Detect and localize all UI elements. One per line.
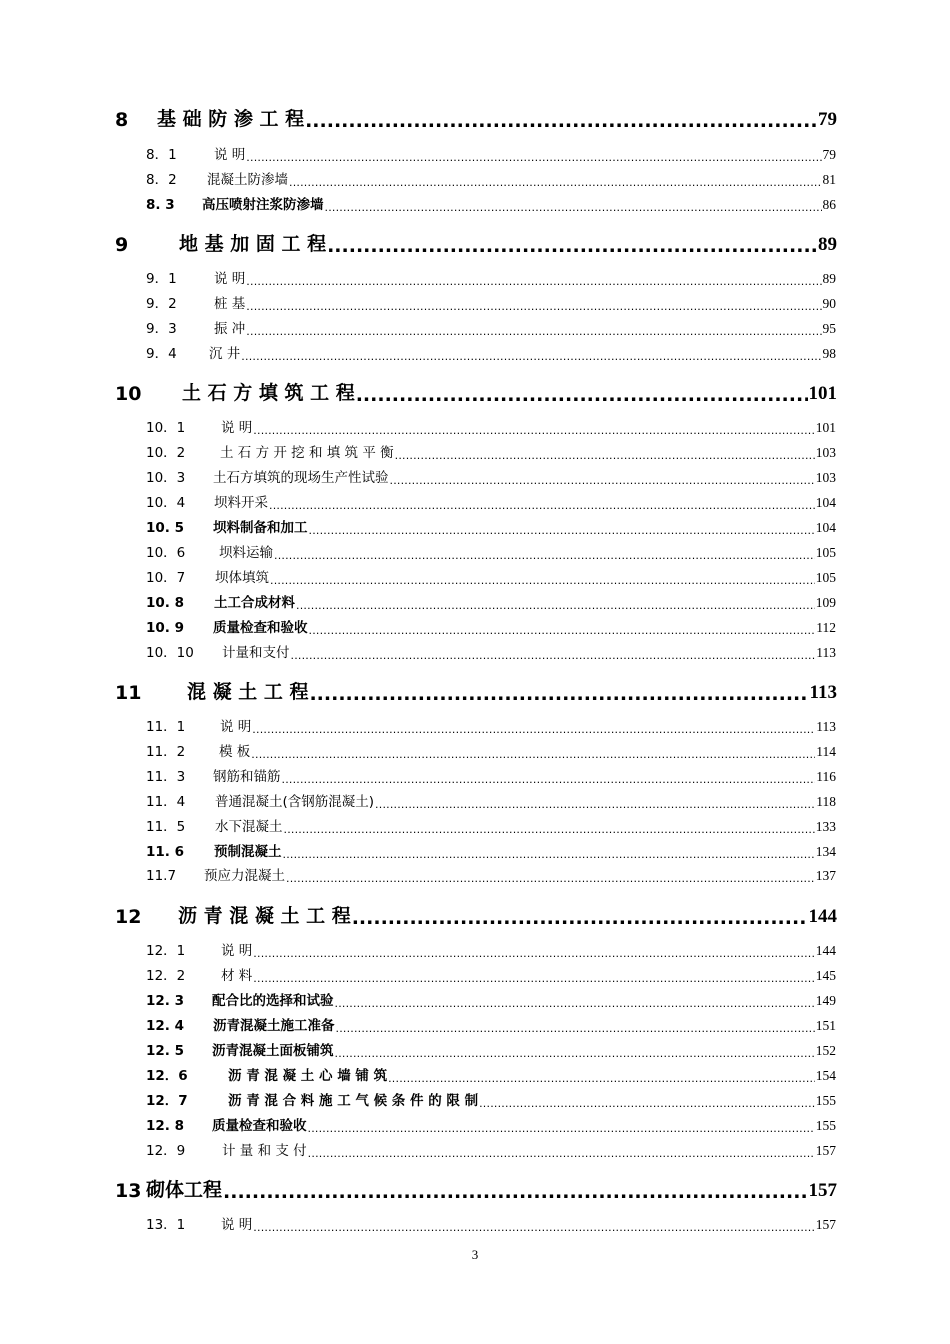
toc-leader <box>352 909 808 928</box>
toc-number: 10．4 <box>146 495 186 511</box>
toc-number: 10. 8 <box>146 595 185 611</box>
toc-page: 103 <box>815 445 836 460</box>
toc-leader <box>283 849 815 860</box>
toc-number: 8 <box>115 109 129 131</box>
toc-number: 10．7 <box>146 570 186 586</box>
toc-leader <box>274 550 815 561</box>
toc-page: 98 <box>822 346 836 361</box>
toc-page: 113 <box>816 719 836 734</box>
toc-number: 8. 3 <box>146 197 175 213</box>
toc-number: 9．2 <box>146 296 177 312</box>
toc-title: 坝料制备和加工 <box>213 520 308 536</box>
toc-leader <box>305 112 817 131</box>
toc-leader <box>253 973 814 984</box>
toc-page: 155 <box>815 1093 836 1108</box>
toc-title: 沉 井 <box>209 346 241 362</box>
toc-entry[interactable] <box>146 342 836 362</box>
toc-leader <box>335 1048 815 1059</box>
toc-entry[interactable] <box>146 1039 836 1059</box>
toc-entry[interactable] <box>146 740 836 760</box>
toc-entry[interactable] <box>146 815 836 835</box>
toc-title: 土 石 方 开 挖 和 填 筑 平 衡 <box>220 445 394 461</box>
toc-entry[interactable] <box>146 566 836 586</box>
toc-title: 沥 青 混 凝 土 工 程 <box>178 905 351 927</box>
toc-leader <box>270 575 815 586</box>
toc-title: 混 凝 土 工 程 <box>187 681 309 703</box>
toc-page: 144 <box>815 943 836 958</box>
toc-number: 11．2 <box>146 744 186 760</box>
toc-number: 11. 6 <box>146 844 185 860</box>
toc-number: 12．9 <box>146 1143 186 1159</box>
toc-page: 154 <box>815 1068 836 1083</box>
toc-number: 10. 5 <box>146 520 185 536</box>
toc-leader <box>309 625 816 636</box>
toc-entry[interactable] <box>146 939 836 959</box>
toc-number: 12．1 <box>146 943 186 959</box>
toc-leader <box>308 1123 815 1134</box>
toc-number: 12．7 <box>146 1093 188 1109</box>
toc-title: 坝体填筑 <box>215 570 269 586</box>
toc-leader <box>241 351 821 362</box>
toc-title: 预应力混凝土 <box>204 868 285 884</box>
toc-number: 12．2 <box>146 968 186 984</box>
toc-page: 137 <box>815 868 836 883</box>
toc-entry[interactable] <box>146 143 836 163</box>
toc-entry[interactable] <box>146 616 836 636</box>
toc-title: 坝料开采 <box>214 495 268 511</box>
toc-number: 11．1 <box>146 719 186 735</box>
toc-number: 10．3 <box>146 470 186 486</box>
toc-title: 计 量 和 支 付 <box>222 1143 307 1159</box>
toc-entry[interactable] <box>115 898 837 928</box>
toc-leader <box>390 475 815 486</box>
toc-entry[interactable] <box>146 317 836 337</box>
toc-page: 103 <box>815 470 836 485</box>
toc-entry[interactable] <box>146 541 836 561</box>
toc-page: 109 <box>815 595 836 610</box>
toc-leader <box>388 1073 815 1084</box>
toc-number: 10．6 <box>146 545 186 561</box>
toc-entry[interactable] <box>146 790 836 810</box>
toc-entry[interactable] <box>146 964 836 984</box>
toc-entry[interactable] <box>146 168 836 188</box>
toc-title: 说 明 <box>221 420 253 436</box>
toc-entry[interactable] <box>146 466 836 486</box>
toc-leader <box>253 425 814 436</box>
toc-page: 86 <box>822 197 836 212</box>
toc-leader <box>375 799 815 810</box>
toc-page: 157 <box>808 1180 837 1201</box>
toc-number: 12 <box>115 906 142 928</box>
toc-number: 8．2 <box>146 172 177 188</box>
toc-leader <box>309 685 808 704</box>
toc-number: 9．4 <box>146 346 177 362</box>
toc-title: 水下混凝土 <box>215 819 283 835</box>
toc-leader <box>269 500 815 511</box>
toc-page: 118 <box>816 794 836 809</box>
toc-page: 144 <box>808 906 837 927</box>
toc-page: 104 <box>815 520 836 535</box>
toc-title: 振 冲 <box>214 321 246 337</box>
toc-title: 说 明 <box>221 943 253 959</box>
toc-number: 9．3 <box>146 321 177 337</box>
toc-entry[interactable] <box>146 516 836 536</box>
toc-leader <box>286 873 815 884</box>
toc-page: 151 <box>815 1018 836 1033</box>
toc-title: 材 料 <box>221 968 253 984</box>
toc-leader <box>327 237 817 256</box>
toc-page: 152 <box>815 1043 836 1058</box>
toc-entry[interactable] <box>146 1089 836 1109</box>
toc-page: 145 <box>815 968 836 983</box>
toc-leader <box>479 1098 815 1109</box>
toc-page: 133 <box>815 819 836 834</box>
toc-number: 11．5 <box>146 819 186 835</box>
toc-number: 11．4 <box>146 794 186 810</box>
toc-number: 12．6 <box>146 1068 188 1084</box>
toc-page: 89 <box>822 271 836 286</box>
toc-number: 13．1 <box>146 1217 186 1233</box>
toc-number: 9．1 <box>146 271 177 287</box>
toc-number: 10．1 <box>146 420 186 436</box>
toc-entry[interactable] <box>146 591 836 611</box>
toc-page: 114 <box>816 744 836 759</box>
toc-entry[interactable] <box>146 989 836 1009</box>
toc-entry[interactable] <box>146 864 836 884</box>
toc-entry[interactable] <box>115 226 837 256</box>
toc-title: 沥青混凝土施工准备 <box>213 1018 335 1034</box>
toc-number: 11．3 <box>146 769 186 785</box>
toc-page: 79 <box>822 147 836 162</box>
toc-page: 101 <box>808 383 837 404</box>
toc-leader <box>289 177 822 188</box>
toc-title: 模 板 <box>219 744 251 760</box>
toc-number: 9 <box>115 234 129 256</box>
toc-title: 地 基 加 固 工 程 <box>179 233 327 255</box>
toc-title: 说 明 <box>221 1217 253 1233</box>
toc-leader <box>251 749 815 760</box>
page-number: 3 <box>471 1247 479 1262</box>
toc-leader <box>308 1148 815 1159</box>
toc-title: 砌体工程 <box>146 1179 223 1201</box>
toc-page: 95 <box>822 321 836 336</box>
toc-number: 10 <box>115 383 142 405</box>
toc-leader <box>395 450 815 461</box>
toc-entry[interactable] <box>146 1064 836 1084</box>
toc-leader <box>253 1222 814 1233</box>
toc-title: 沥 青 混 合 料 施 工 气 候 条 件 的 限 制 <box>228 1093 479 1109</box>
toc-leader <box>282 774 816 785</box>
toc-entry[interactable] <box>146 641 836 661</box>
toc-leader <box>309 525 815 536</box>
toc-entry[interactable] <box>146 193 836 213</box>
toc-title: 预制混凝土 <box>214 844 282 860</box>
toc-leader <box>336 1023 815 1034</box>
toc-leader <box>291 650 816 661</box>
toc-page: 157 <box>815 1217 836 1232</box>
toc-page: 105 <box>815 545 836 560</box>
toc-page: 79 <box>818 109 837 130</box>
toc-entry[interactable] <box>115 674 837 704</box>
toc-title: 高压喷射注浆防渗墙 <box>202 197 324 213</box>
toc-title: 说 明 <box>214 147 246 163</box>
toc-leader <box>356 386 808 405</box>
toc-title: 混凝土防渗墙 <box>207 172 288 188</box>
toc-entry[interactable] <box>146 416 836 436</box>
toc-title: 桩 基 <box>214 296 246 312</box>
toc-page: 104 <box>815 495 836 510</box>
toc-title: 沥 青 混 凝 土 心 墙 铺 筑 <box>228 1068 388 1084</box>
toc-page: 157 <box>815 1143 836 1158</box>
toc-title: 说 明 <box>220 719 252 735</box>
toc-entry[interactable] <box>146 292 836 312</box>
toc-entry[interactable] <box>146 491 836 511</box>
toc-number: 10．10 <box>146 645 194 661</box>
toc-title: 沥青混凝土面板铺筑 <box>212 1043 334 1059</box>
toc-number: 8．1 <box>146 147 177 163</box>
toc-number: 12. 3 <box>146 993 185 1009</box>
toc-leader <box>325 202 822 213</box>
toc-leader <box>252 724 815 735</box>
toc-page: 105 <box>815 570 836 585</box>
toc-page: 113 <box>809 682 837 703</box>
toc-entry[interactable] <box>115 375 837 405</box>
toc-entry[interactable] <box>146 1139 836 1159</box>
toc-title: 坝料运输 <box>219 545 273 561</box>
toc-title: 土工合成材料 <box>214 595 295 611</box>
toc-page: 90 <box>822 296 836 311</box>
toc-number: 11 <box>115 682 142 704</box>
toc-page: 89 <box>818 234 837 255</box>
toc-entry[interactable] <box>115 101 837 131</box>
toc-entry[interactable] <box>146 840 836 860</box>
toc-leader <box>246 152 821 163</box>
toc-title: 质量检查和验收 <box>212 1118 307 1134</box>
toc-entry[interactable] <box>146 1014 836 1034</box>
toc-page: 134 <box>815 844 836 859</box>
toc-leader <box>284 824 815 835</box>
toc-page: 112 <box>816 620 836 635</box>
toc-title: 基 础 防 渗 工 程 <box>157 108 305 130</box>
toc-page: 81 <box>822 172 836 187</box>
toc-number: 12. 8 <box>146 1118 185 1134</box>
toc-title: 钢筋和锚筋 <box>213 769 281 785</box>
toc-leader <box>223 1183 807 1202</box>
toc-leader <box>253 948 814 959</box>
toc-number: 10．2 <box>146 445 186 461</box>
toc-entry[interactable] <box>146 267 836 287</box>
toc-entry[interactable] <box>146 765 836 785</box>
toc-page: 113 <box>816 645 836 660</box>
toc-entry[interactable] <box>146 1114 836 1134</box>
toc-page: 101 <box>815 420 836 435</box>
toc-page: 155 <box>815 1118 836 1133</box>
toc-entry[interactable] <box>146 715 836 735</box>
toc-number: 11.7 <box>146 868 177 884</box>
toc-page: 149 <box>815 993 836 1008</box>
toc-title: 质量检查和验收 <box>213 620 308 636</box>
toc-title: 计量和支付 <box>222 645 290 661</box>
toc-leader <box>246 301 821 312</box>
toc-entry[interactable] <box>146 441 836 461</box>
toc-number: 13 <box>115 1180 142 1202</box>
toc-title: 土 石 方 填 筑 工 程 <box>182 382 355 404</box>
toc-leader <box>246 276 821 287</box>
toc-leader <box>296 600 815 611</box>
toc-title: 普通混凝土(含钢筋混凝土) <box>215 794 375 810</box>
toc-number: 10. 9 <box>146 620 185 636</box>
toc-title: 说 明 <box>214 271 246 287</box>
toc-number: 12. 4 <box>146 1018 185 1034</box>
toc-leader <box>335 998 815 1009</box>
toc-entry[interactable] <box>115 1172 837 1202</box>
toc-page: 116 <box>816 769 836 784</box>
toc-number: 12. 5 <box>146 1043 185 1059</box>
toc-title: 配合比的选择和试验 <box>212 993 334 1009</box>
toc-title: 土石方填筑的现场生产性试验 <box>213 470 389 486</box>
toc-entry[interactable] <box>146 1213 836 1233</box>
toc-leader <box>246 326 821 337</box>
